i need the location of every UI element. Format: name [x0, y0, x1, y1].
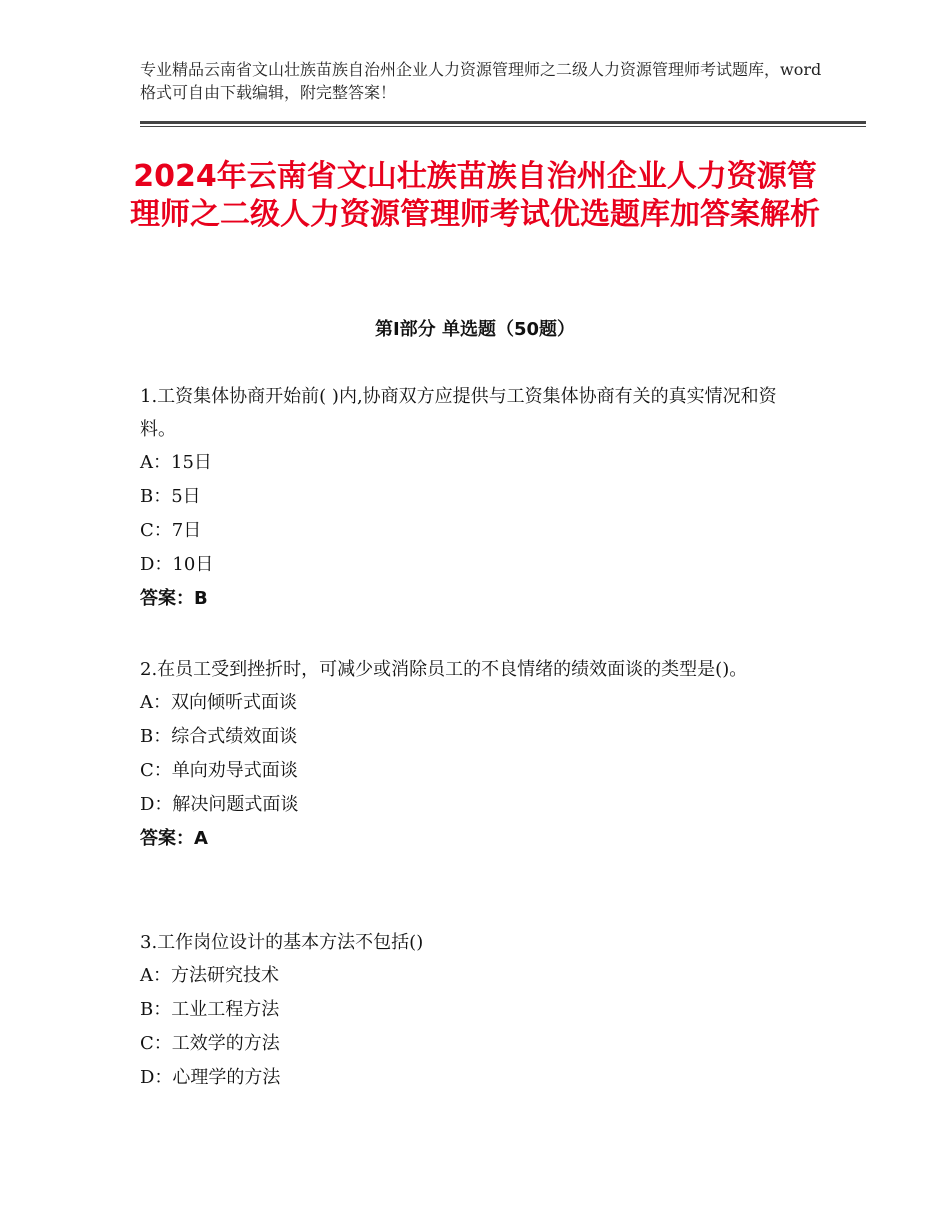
option-c: C：7日: [140, 520, 202, 541]
header-note: 专业精品云南省文山壮族苗族自治州企业人力资源管理师之二级人力资源管理师考试题库，word格式可自由下载编辑，附完整答案！: [140, 60, 822, 102]
option-b: B：综合式绩效面谈: [140, 726, 298, 747]
option-d: D：解决问题式面谈: [140, 794, 299, 815]
option-d: D：10日: [140, 554, 214, 575]
option-c: C：单向劝导式面谈: [140, 760, 298, 781]
section-heading: 第Ⅰ部分 单选题（50题）: [374, 319, 575, 340]
option-d: D：心理学的方法: [140, 1067, 281, 1088]
header-divider-thick: [140, 121, 866, 124]
option-a: A：15日: [140, 452, 212, 473]
option-b: B：工业工程方法: [140, 999, 280, 1020]
question-1: [140, 380, 810, 616]
option-a: A：双向倾听式面谈: [140, 692, 297, 713]
question-stem: 3.工作岗位设计的基本方法不包括(): [140, 932, 424, 953]
question-stem: 2.在员工受到挫折时，可减少或消除员工的不良情绪的绩效面谈的类型是()。: [140, 659, 748, 680]
answer: 答案：A: [140, 828, 208, 849]
question-stem: 1.工资集体协商开始前( )内,协商双方应提供与工资集体协商有关的真实情况和资料。: [140, 386, 777, 440]
question-3: [140, 926, 810, 1095]
header-divider-thin: [140, 126, 866, 127]
document-title: 2024年云南省文山壮族苗族自治州企业人力资源管理师之二级人力资源管理师考试优选题库加答案解析: [130, 159, 820, 232]
option-a: A：方法研究技术: [140, 965, 279, 986]
option-b: B：5日: [140, 486, 201, 507]
answer: 答案：B: [140, 588, 208, 609]
option-c: C：工效学的方法: [140, 1033, 280, 1054]
question-2: [140, 653, 810, 856]
